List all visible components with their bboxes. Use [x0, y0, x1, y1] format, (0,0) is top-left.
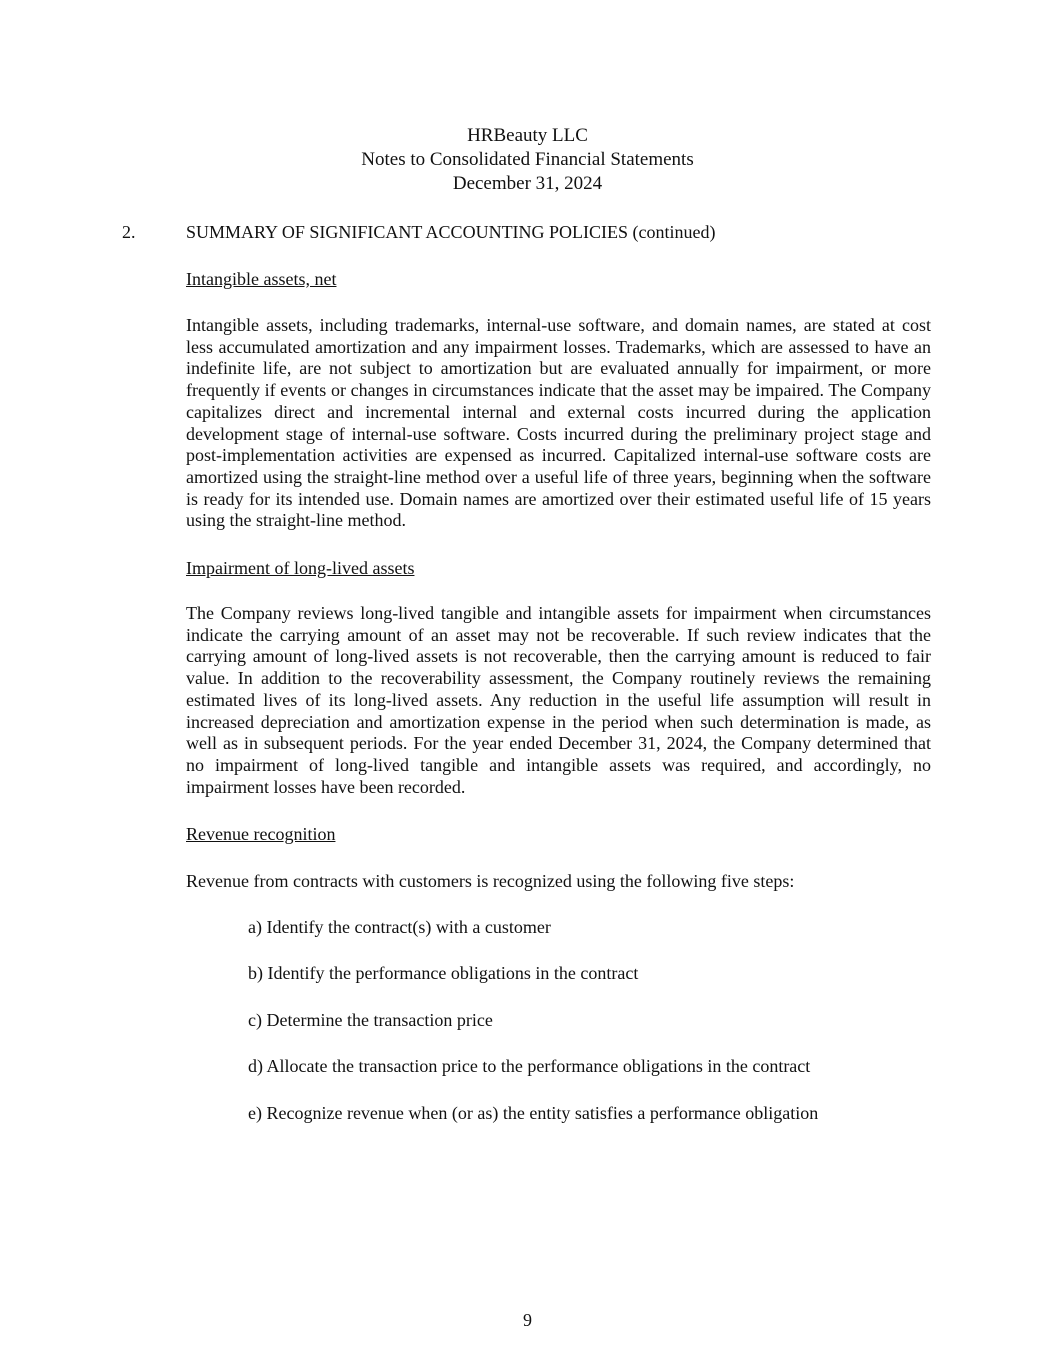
section-number: 2.: [122, 222, 136, 242]
impairment-heading: Impairment of long-lived assets: [186, 558, 415, 578]
revenue-recognition-heading: Revenue recognition: [186, 824, 336, 844]
document-header: [0, 124, 1055, 196]
revenue-step-d: d) Allocate the transaction price to the performance obligations in the contract: [248, 1056, 811, 1076]
impairment-paragraph: The Company reviews long-lived tangible and intangible assets for impairment when circumstances indicate the carrying amount of an asset may not be recoverable. If such review indicates that the carrying amount of long-lived assets is not recoverable, then the carrying amount is reduced to fair value. In addition to the recoverability assessment, the Company routinely reviews the remaining estimated lives of its long-lived assets. Any reduction in the useful life assumption will result in increased depreciation and amortization expense in the period when such determination is made, as well as in subsequent periods. For the year ended December 31, 2024, the Company determined that no impairment of long-lived tangible and intangible assets was required, and accordingly, no impairment losses have been recorded.: [186, 603, 931, 797]
revenue-step-a: a) Identify the contract(s) with a customer: [248, 917, 551, 937]
section-heading: [122, 221, 942, 243]
revenue-step-c: c) Determine the transaction price: [248, 1010, 493, 1030]
revenue-step-b: b) Identify the performance obligations in the contract: [248, 963, 639, 983]
intangible-assets-heading: Intangible assets, net: [186, 269, 337, 289]
page-number: 9: [523, 1310, 532, 1330]
revenue-intro: Revenue from contracts with customers is recognized using the following five steps:: [186, 871, 795, 891]
intangible-assets-paragraph: Intangible assets, including trademarks, internal-use software, and domain names, are stated at cost less accumulated amortization and any impairment losses. Trademarks, which are assessed to have an indefinite life, are not subject to amortization but are evaluated annually for impairment, or more frequently if events or changes in circumstances indicate that the asset may be impaired. The Company capitalizes direct and incremental internal and external costs incurred during the application development stage of internal-use software. Costs incurred during the preliminary project stage and post-implementation activities are expensed as incurred. Capitalized internal-use software costs are amortized using the straight-line method over a useful life of three years, beginning when the software is ready for its intended use. Domain names are amortized over their estimated useful life of 15 years using the straight-line method.: [186, 315, 931, 531]
document-title: Notes to Consolidated Financial Statements: [361, 149, 694, 170]
section-title: SUMMARY OF SIGNIFICANT ACCOUNTING POLICIES (continued): [186, 222, 716, 242]
revenue-step-e: e) Recognize revenue when (or as) the entity satisfies a performance obligation: [248, 1103, 819, 1123]
statement-date: December 31, 2024: [452, 173, 603, 194]
company-name: HRBeauty LLC: [467, 125, 588, 146]
